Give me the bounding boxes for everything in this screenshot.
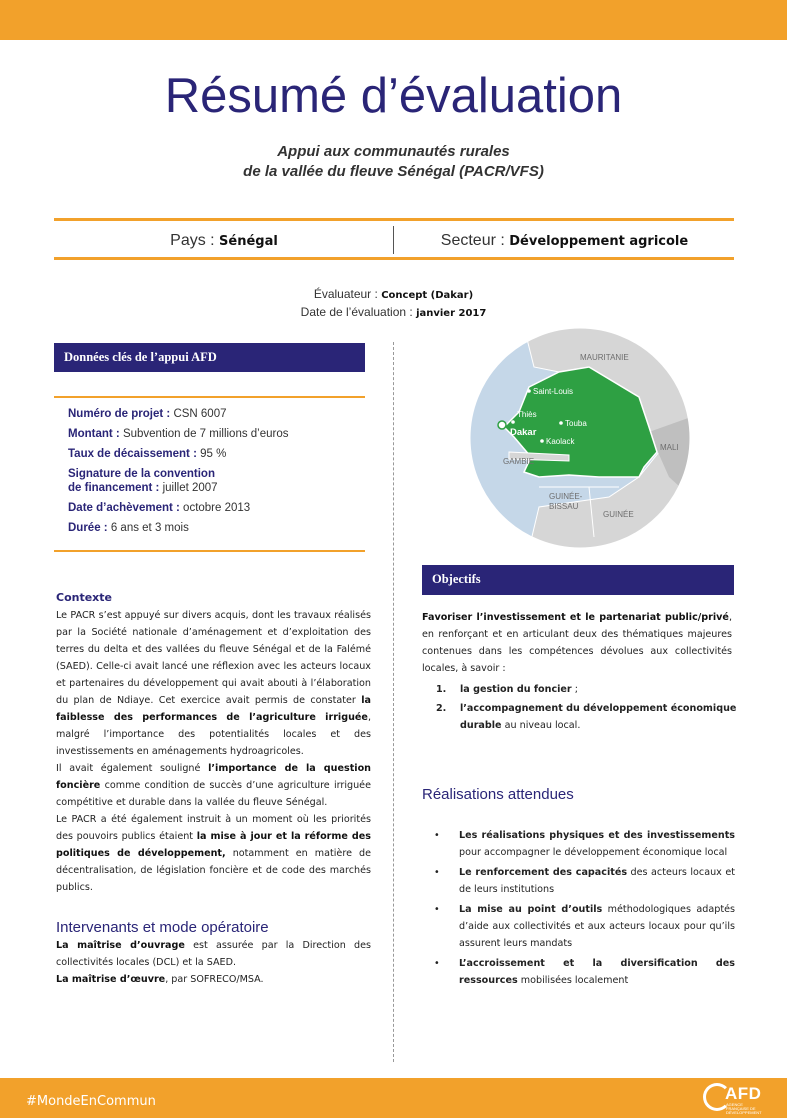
text: Le PACR a été également instruit à un moment où les priorités des pouvoirs publics étaient (56, 814, 371, 842)
text-bold: l’importance de la question foncière (56, 763, 371, 791)
afd-logo (703, 1081, 763, 1115)
kaolack-marker (540, 439, 544, 443)
list-item (460, 681, 740, 698)
date-label: Date de l’évaluation : (300, 305, 417, 319)
text-bold: La maîtrise d’ouvrage (56, 940, 185, 951)
contexte-text (56, 607, 371, 896)
signature-label: Signature de la convention (68, 468, 215, 480)
text-bold: Les réalisations physiques et des investissements (459, 830, 735, 841)
completion-value: octobre 2013 (183, 502, 251, 514)
amount-label: Montant : (68, 428, 123, 440)
label-touba: Touba (565, 419, 587, 428)
hashtag-text: #MondeEnCommun (26, 1094, 156, 1109)
label-mauritanie: MAURITANIE (580, 353, 629, 362)
text: comme condition de succès d’une agriculture irriguée compétitive et durable dans la vallée du fleuve Sénégal. (56, 780, 371, 808)
text-bold: La mise au point d’outils (459, 904, 603, 915)
contexte-paragraph-3 (56, 811, 371, 896)
evaluateur-label: Évaluateur : (313, 287, 382, 301)
list-item (432, 901, 735, 952)
project-number-value: CSN 6007 (173, 408, 227, 420)
text-bold: la gestion du foncier (460, 684, 572, 695)
evaluateur-value: Concept (Dakar) (381, 290, 474, 301)
contexte-title: Contexte (56, 591, 112, 604)
signature-label-2: de financement : (68, 482, 163, 494)
text: ; (571, 684, 578, 695)
intervenants-paragraph-1 (56, 937, 371, 971)
text-bold: l’accompagnement du développement économique durable (460, 703, 737, 731)
saint-louis-marker (527, 389, 531, 393)
page-title: Résumé d’évaluation (164, 69, 623, 123)
key-data-bottom-rule (54, 550, 365, 552)
text-bold: La maîtrise d’œuvre (56, 974, 166, 985)
text: Il avait également souligné (56, 763, 209, 774)
date-value: janvier 2017 (416, 308, 487, 319)
intervenants-text (56, 937, 371, 988)
list-item (432, 955, 735, 989)
text: des acteurs locaux et de leurs institutions (459, 867, 735, 895)
text: méthodologiques adaptés d’aide aux collectivités et aux acteurs locaux pour qu’ils assurent leurs mandats (459, 904, 735, 949)
divider-top (54, 218, 734, 221)
key-data-list (68, 407, 368, 541)
contexte-paragraph-1 (56, 607, 371, 760)
text-bold: la mise à jour et la réforme des politiques de développement, (56, 831, 371, 859)
text: pour accompagner le développement économique local (459, 847, 728, 858)
realisations-list (432, 827, 735, 992)
completion-label: Date d’achèvement : (68, 502, 184, 514)
text: est assurée par la Direction des collectivités locales (DCL) et la SAED. (56, 940, 371, 968)
list-item (432, 827, 735, 861)
amount-value: Subvention de 7 millions d’euros (122, 428, 289, 440)
evaluateur-row (0, 286, 787, 304)
realisations-title: Réalisations attendues (422, 786, 574, 803)
text: Le PACR s’est appuyé sur divers acquis, dont les travaux réalisés par la Société nationale d’aménagement et d’exploitation des terres du delta et des vallées du fleuve Sénégal et de la Falémé (SAED). Celle-ci avait lancé une réflexion avec les acteurs locaux et partenaires du développement qui avait abouti à l’élaboration du plan de Ndiaye. Cet exercice avait permis de constater (56, 610, 371, 706)
info-divider (393, 226, 394, 254)
intervenants-title: Intervenants et mode opératoire (56, 919, 269, 936)
secteur-value: Développement agricole (509, 234, 689, 249)
page-subtitle (0, 142, 787, 182)
list-item (460, 700, 740, 734)
label-saint-louis: Saint-Louis (533, 387, 574, 396)
text-bold: la faiblesse des performances de l’agriculture irriguée (56, 695, 371, 723)
evaluation-meta (0, 286, 787, 322)
objectifs-list (436, 681, 736, 741)
text: , par SOFRECO/MSA. (165, 974, 264, 985)
text: , en renforçant et en articulant deux des thématiques majeures contenues dans les compétences dévolues aux collectivités locales, à savoir : (422, 612, 732, 674)
text: , malgré l’importance des potentialités locales et des investissements en aménagements hydroagricoles. (56, 712, 371, 757)
touba-marker (559, 421, 563, 425)
afd-logo-text: AFD (725, 1084, 762, 1103)
pays-value: Sénégal (219, 234, 278, 249)
text: notamment en matière de décentralisation, de législation foncière et de code des marchés publics. (56, 848, 371, 893)
top-banner (0, 0, 787, 40)
signature-value: juillet 2007 (162, 482, 218, 494)
key-data-top-rule (54, 396, 365, 398)
secteur-field (395, 232, 734, 250)
intervenants-paragraph-2 (56, 971, 371, 988)
divider-bottom (54, 257, 734, 260)
disbursement-label: Taux de décaissement : (68, 448, 201, 460)
text-bold: L’accroissement et la diversification des ressources (459, 958, 735, 986)
pays-label: Pays : (170, 232, 220, 249)
objectifs-heading: Objectifs (422, 565, 734, 595)
dakar-marker (498, 421, 506, 429)
project-number-label: Numéro de projet : (68, 408, 174, 420)
text: au niveau local. (501, 720, 581, 731)
key-data-row (68, 467, 368, 495)
subtitle-line-1: Appui aux communautés rurales (277, 143, 510, 160)
text: mobilisées localement (517, 975, 629, 986)
objectifs-intro (422, 609, 732, 677)
column-separator (393, 342, 394, 1062)
text-bold: Le renforcement des capacités (459, 867, 628, 878)
disbursement-value: 95 % (200, 448, 227, 460)
label-gambie: GAMBIE (503, 457, 535, 466)
pays-field (55, 232, 393, 250)
label-guinee: GUINÉE (603, 510, 634, 519)
text-bold: Favoriser l’investissement et le partenariat public/privé (422, 612, 729, 623)
list-number: 1. (436, 684, 447, 695)
list-number: 2. (436, 703, 447, 714)
duration-value: 6 ans et 3 mois (110, 522, 189, 534)
thies-marker (511, 420, 515, 424)
key-data-row (68, 521, 368, 535)
label-guinee-bissau-1: GUINÉE- (549, 492, 583, 501)
subtitle-line-2: de la vallée du fleuve Sénégal (PACR/VFS) (243, 163, 544, 180)
afd-logo-subtext: AGENCE FRANÇAISE DE DÉVELOPPEMENT (726, 1102, 762, 1115)
list-item (432, 864, 735, 898)
senegal-map (469, 327, 691, 549)
contexte-paragraph-2 (56, 760, 371, 811)
key-data-row (68, 407, 368, 421)
label-guinee-bissau-2: BISSAU (549, 502, 579, 511)
key-data-row (68, 501, 368, 515)
label-thies: Thiès (517, 410, 537, 419)
date-row (0, 304, 787, 322)
duration-label: Durée : (68, 522, 111, 534)
label-kaolack: Kaolack (546, 437, 575, 446)
label-dakar: Dakar (510, 427, 537, 438)
label-mali: MALI (660, 443, 679, 452)
secteur-label: Secteur : (440, 232, 510, 249)
key-data-row (68, 427, 368, 441)
key-data-heading: Données clés de l’appui AFD (54, 343, 365, 372)
key-data-row (68, 447, 368, 461)
